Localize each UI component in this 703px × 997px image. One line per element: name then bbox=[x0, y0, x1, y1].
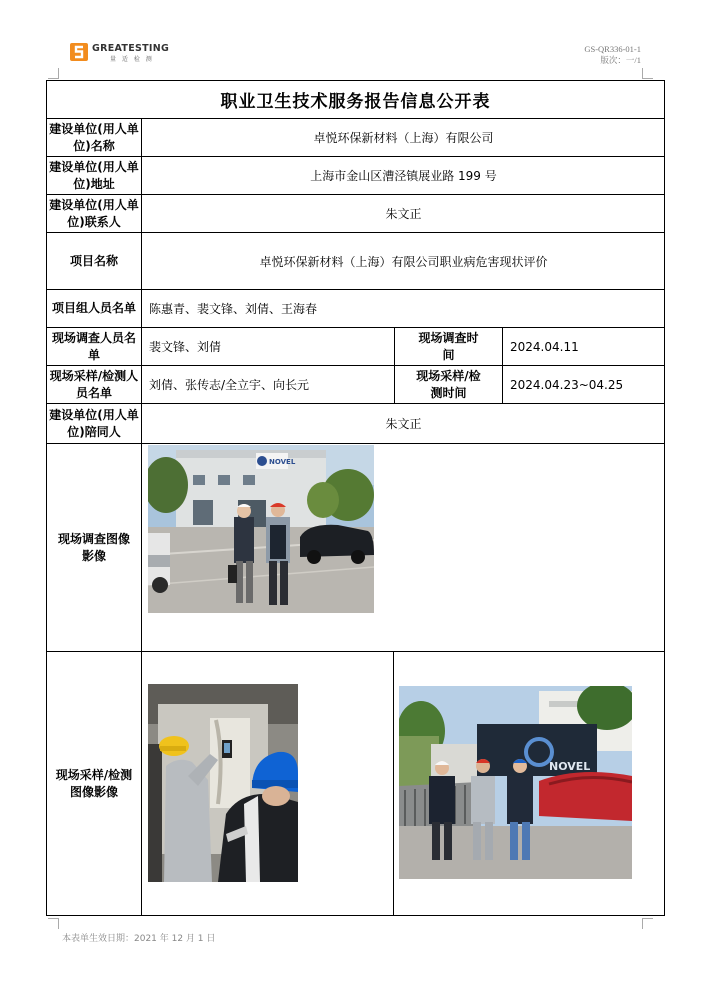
page-title: 职业卫生技术服务报告信息公开表 bbox=[220, 91, 491, 112]
photo-sign-text: NOVEL bbox=[269, 458, 296, 466]
survey-photo bbox=[148, 445, 374, 613]
survey-images-label: 现场调查图像影像 bbox=[57, 531, 130, 563]
contact-value: 朱文正 bbox=[385, 207, 422, 221]
team-label: 项目组人员名单 bbox=[51, 301, 136, 315]
sampling-staff-label: 现场采样/检测人员名单 bbox=[49, 368, 139, 400]
sampling-images-label: 现场采样/检测图像影像 bbox=[55, 768, 133, 799]
photo-sign-text: NOVEL bbox=[549, 760, 591, 773]
survey-photo-image bbox=[148, 445, 374, 613]
survey-staff-value: 裴文锋、刘倩 bbox=[149, 340, 222, 354]
sampling-photo-outdoor-image bbox=[399, 686, 632, 879]
crop-mark bbox=[48, 68, 59, 79]
table-rule bbox=[393, 651, 394, 916]
brand-name: GREATESTING bbox=[92, 43, 170, 54]
crop-mark bbox=[642, 918, 653, 929]
unit-name-label: 建设单位(用人单位)名称 bbox=[49, 121, 139, 153]
survey-time-value: 2024.04.11 bbox=[510, 339, 579, 354]
sampling-time-label: 现场采样/检测时间 bbox=[416, 368, 481, 400]
project-name-label: 项目名称 bbox=[69, 253, 118, 268]
unit-address-label: 建设单位(用人单位)地址 bbox=[49, 159, 139, 191]
doc-version: 版次：一/1 bbox=[600, 55, 641, 65]
sampling-staff-value: 刘倩、张传志/全立宇、向长元 bbox=[149, 378, 310, 392]
survey-staff-label: 现场调查人员名单 bbox=[51, 330, 136, 362]
unit-address-value: 上海市金山区漕泾镇展业路 199 号 bbox=[310, 169, 497, 183]
escort-label: 建设单位(用人单位)陪同人 bbox=[49, 407, 139, 439]
company-logo bbox=[70, 43, 180, 65]
escort-value: 朱文正 bbox=[385, 417, 422, 431]
contact-label: 建设单位(用人单位)联系人 bbox=[49, 197, 139, 229]
sampling-time-value: 2024.04.23~04.25 bbox=[510, 377, 624, 392]
team-value: 陈惠青、裴文锋、刘倩、王海春 bbox=[149, 302, 318, 316]
effective-date: 本表单生效日期：2021 年 12 月 1 日 bbox=[62, 934, 216, 944]
brand-subtitle: 量 适 检 测 bbox=[110, 56, 154, 63]
crop-mark bbox=[642, 68, 653, 79]
document-number bbox=[584, 44, 641, 66]
sampling-photo-indoor bbox=[148, 684, 298, 882]
sampling-photo-outdoor bbox=[399, 686, 632, 879]
survey-time-label: 现场调查时间 bbox=[418, 330, 479, 362]
crop-mark bbox=[48, 918, 59, 929]
unit-name-value: 卓悦环保新材料（上海）有限公司 bbox=[313, 131, 494, 145]
project-name-value: 卓悦环保新材料（上海）有限公司职业病危害现状评价 bbox=[259, 254, 548, 269]
doc-code: GS-QR336-01-1 bbox=[584, 44, 641, 54]
sampling-photo-indoor-image bbox=[148, 684, 298, 882]
greatesting-logo-icon bbox=[70, 43, 88, 61]
